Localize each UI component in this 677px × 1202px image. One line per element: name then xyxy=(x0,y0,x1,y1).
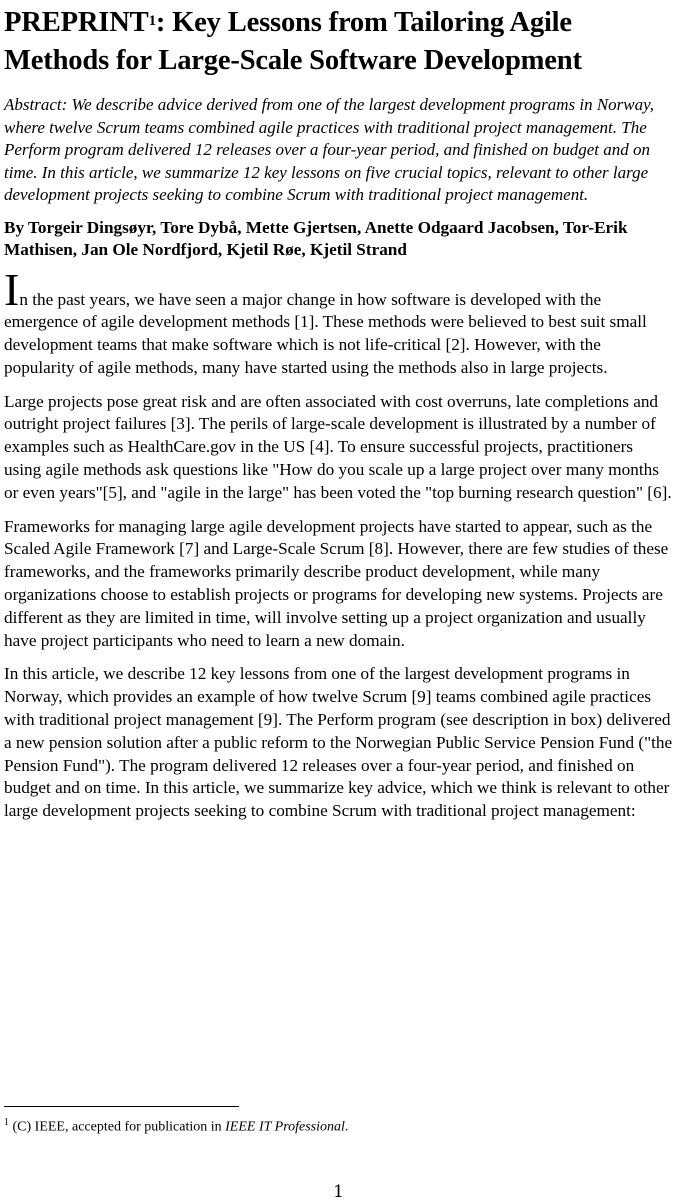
footnote xyxy=(4,1114,348,1137)
paper-page xyxy=(4,0,674,823)
title-prefix: PREPRINT xyxy=(4,7,149,38)
paragraph-4: In this article, we describe 12 key lessons from one of the largest development programs in Norway, which provides an example of how twelve Scrum [9] teams combined agile practices with traditional project management [9]. The Perform program (see description in box) delivered a new pension solution after a public reform to the Norwegian Public Service Pension Fund ("the Pension Fund"). The program delivered 12 releases over a four-year period, and finished on budget and on time. In this article, we summarize key advice, which we think is relevant to other large development projects seeking to combine Scrum with traditional project management: xyxy=(4,664,673,821)
abstract: Abstract: We describe advice derived from one of the largest development programs in Norway, where twelve Scrum teams combined agile practices with traditional project management. The Perform program delivered 12 releases over a four-year period, and finished on budget and on time. In this article, we summarize 12 key lessons on five crucial topics, relevant to other large development projects seeking to combine Scrum with traditional project management. xyxy=(4,95,654,204)
paragraph-3: Frameworks for managing large agile development projects have started to appear, such as the Scaled Agile Framework [7] and Large-Scale Scrum [8]. However, there are few studies of these frameworks, and the frameworks primarily describe product development, while many organizations choose to establish projects or programs for developing new systems. Projects are different as they are limited in time, will involve setting up a project organization and usually have project participants who need to learn a new domain. xyxy=(4,516,669,650)
footnote-venue: IEEE IT Professional xyxy=(225,1119,345,1135)
author-list: By Torgeir Dingsøyr, Tore Dybå, Mette Gjertsen, Anette Odgaard Jacobsen, Tor-Erik Mathisen, Jan Ole Nordfjord, Kjetil Røe, Kjetil Strand xyxy=(4,217,628,259)
paragraph-1-text: n the past years, we have seen a major change in how software is developed with the emergence of agile development methods [1]. These methods were believed to best suit small development teams that make software which is not life-critical [2]. However, with the popularity of agile methods, many have started using the methods also in large projects. xyxy=(4,289,647,377)
paragraph-1 xyxy=(4,263,674,380)
footnote-mark: 1 xyxy=(4,1117,9,1128)
body-text xyxy=(4,263,674,824)
footnote-text: (C) IEEE, accepted for publication in xyxy=(9,1119,226,1135)
title-footnote-mark[interactable]: 1 xyxy=(148,13,156,29)
page-number: 1 xyxy=(333,1182,344,1202)
paragraph-2: Large projects pose great risk and are often associated with cost overruns, late completions and outright project failures [3]. The perils of large-scale development is illustrated by a number of examples such as HealthCare.gov in the US [4]. To ensure successful projects, practitioners using agile methods ask questions like "How do you scale up a large project over many months or even years"[5], and "agile in the large" has been voted the "top burning research question" [6]. xyxy=(4,391,672,502)
footnote-divider xyxy=(4,1106,239,1107)
footnote-end: . xyxy=(344,1119,349,1135)
paper-title xyxy=(4,0,674,80)
title-text: : Key Lessons from Tailoring Agile Methods for Large-Scale Software Development xyxy=(4,7,582,76)
drop-cap: I xyxy=(4,263,20,315)
